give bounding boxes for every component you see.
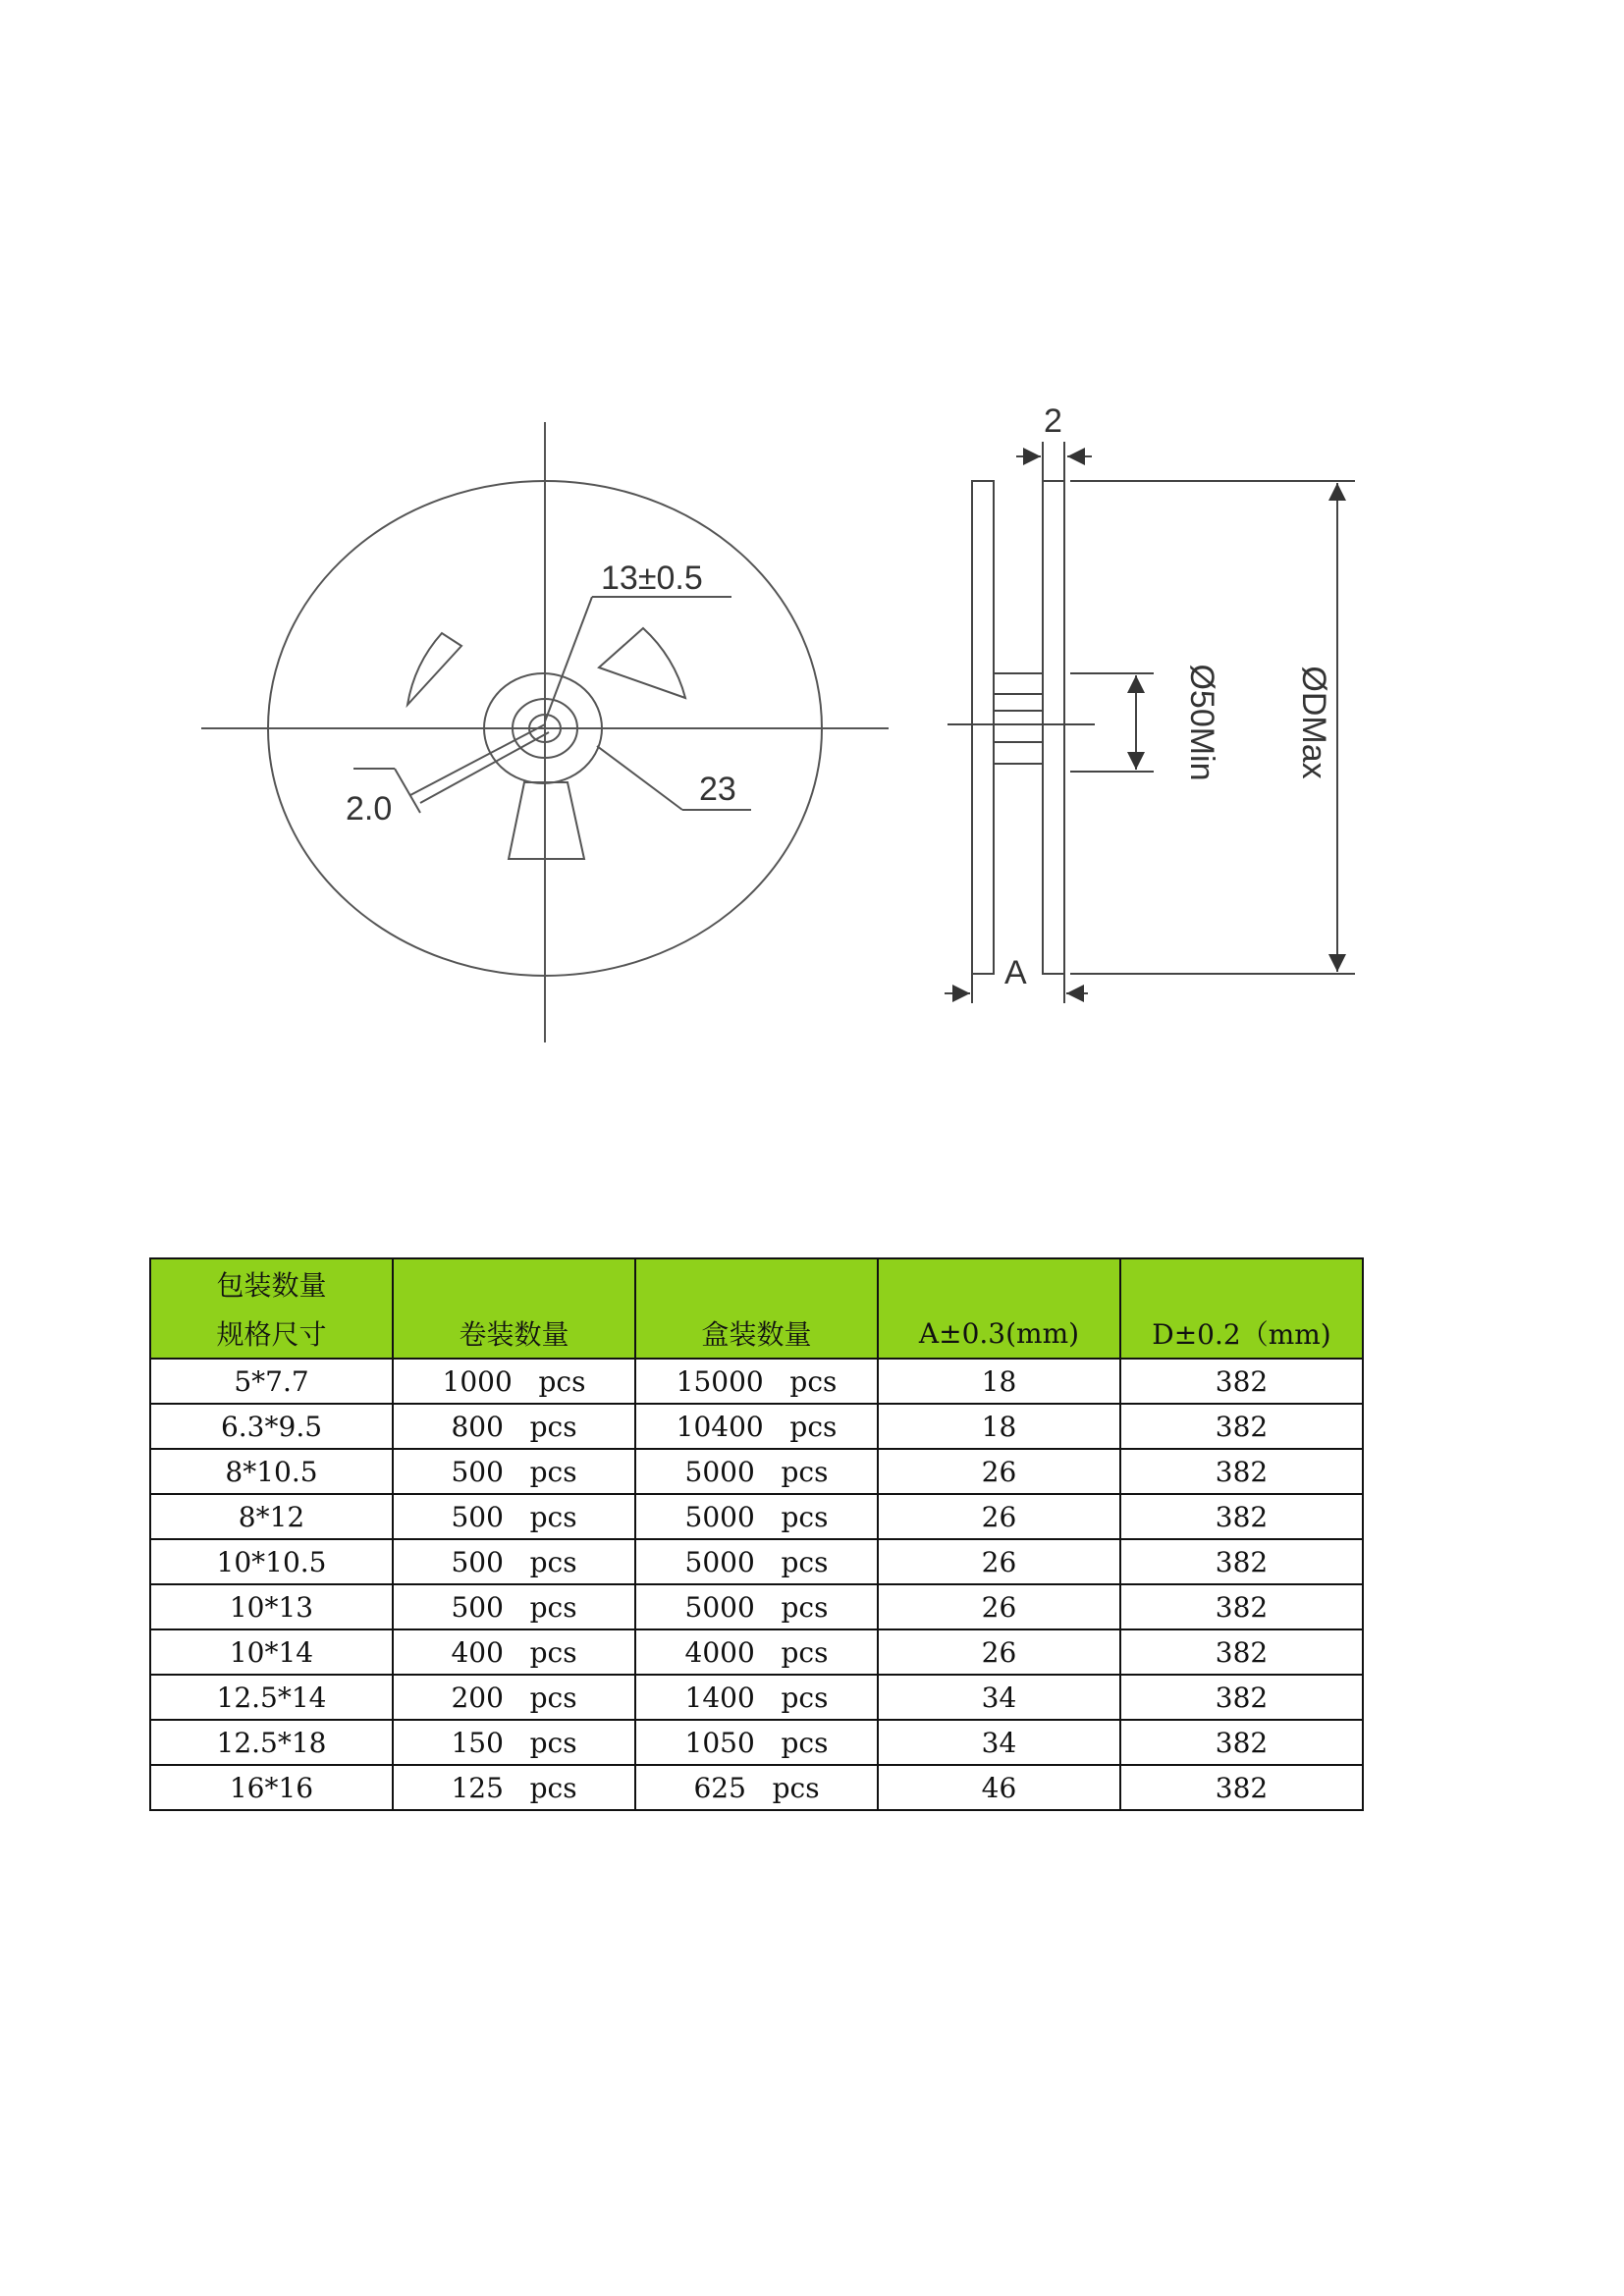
table-cell: 382 bbox=[1120, 1675, 1363, 1720]
hub-diameter-label: 23 bbox=[699, 771, 736, 808]
slot-width-label: 2.0 bbox=[346, 790, 393, 828]
table-row bbox=[150, 1765, 1363, 1810]
table-cell: 26 bbox=[878, 1629, 1120, 1675]
table-cell: 1050 pcs bbox=[635, 1720, 878, 1765]
table-cell: 8*12 bbox=[150, 1494, 393, 1539]
table-cell: 382 bbox=[1120, 1584, 1363, 1629]
header-cell bbox=[1120, 1258, 1363, 1308]
table-cell: 26 bbox=[878, 1449, 1120, 1494]
header-cell: 卷装数量 bbox=[393, 1308, 635, 1359]
table-cell: 382 bbox=[1120, 1359, 1363, 1404]
table-cell: 5000 pcs bbox=[635, 1494, 878, 1539]
table-row bbox=[150, 1494, 1363, 1539]
table-cell: 382 bbox=[1120, 1539, 1363, 1584]
leader-23 bbox=[597, 746, 682, 810]
table-cell: 15000 pcs bbox=[635, 1359, 878, 1404]
header-row-1 bbox=[150, 1258, 1363, 1308]
table-cell: 16*16 bbox=[150, 1765, 393, 1810]
left-flange bbox=[972, 481, 994, 974]
hub-min-diameter-label: Ø50Min bbox=[1183, 664, 1220, 781]
table-cell: 10400 pcs bbox=[635, 1404, 878, 1449]
reel-front-view bbox=[201, 422, 889, 1042]
table-cell: 500 pcs bbox=[393, 1584, 635, 1629]
table-cell: 625 pcs bbox=[635, 1765, 878, 1810]
table-cell: 1000 pcs bbox=[393, 1359, 635, 1404]
table-cell: 5000 pcs bbox=[635, 1539, 878, 1584]
header-row-2 bbox=[150, 1308, 1363, 1359]
table-cell: 26 bbox=[878, 1494, 1120, 1539]
table-cell: 18 bbox=[878, 1404, 1120, 1449]
table-row bbox=[150, 1584, 1363, 1629]
table-row bbox=[150, 1675, 1363, 1720]
table-cell: 6.3*9.5 bbox=[150, 1404, 393, 1449]
table-body bbox=[150, 1359, 1363, 1810]
table-cell: 382 bbox=[1120, 1765, 1363, 1810]
table-cell: 18 bbox=[878, 1359, 1120, 1404]
header-cell: A±0.3(mm) bbox=[878, 1308, 1120, 1359]
hub-core bbox=[994, 673, 1043, 764]
header-cell: D±0.2（mm) bbox=[1120, 1308, 1363, 1359]
leader-13 bbox=[545, 597, 592, 721]
table-cell: 8*10.5 bbox=[150, 1449, 393, 1494]
table-cell: 46 bbox=[878, 1765, 1120, 1810]
table-cell: 10*10.5 bbox=[150, 1539, 393, 1584]
table-cell: 4000 pcs bbox=[635, 1629, 878, 1675]
table-cell: 1400 pcs bbox=[635, 1675, 878, 1720]
table-cell: 5000 pcs bbox=[635, 1584, 878, 1629]
table-cell: 34 bbox=[878, 1675, 1120, 1720]
table-cell: 500 pcs bbox=[393, 1494, 635, 1539]
slot-line-lower bbox=[420, 732, 549, 803]
packaging-spec-table bbox=[149, 1257, 1364, 1811]
table-cell: 500 pcs bbox=[393, 1449, 635, 1494]
flange-thickness-label: 2 bbox=[1044, 402, 1062, 440]
table-cell: 34 bbox=[878, 1720, 1120, 1765]
table-cell: 800 pcs bbox=[393, 1404, 635, 1449]
window-cutout-top-left bbox=[407, 633, 461, 705]
table-cell: 5*7.7 bbox=[150, 1359, 393, 1404]
table-cell: 382 bbox=[1120, 1449, 1363, 1494]
table-cell: 150 pcs bbox=[393, 1720, 635, 1765]
table-row bbox=[150, 1449, 1363, 1494]
width-a-label: A bbox=[1004, 954, 1027, 991]
table-cell: 26 bbox=[878, 1584, 1120, 1629]
table-cell: 382 bbox=[1120, 1494, 1363, 1539]
table-cell: 26 bbox=[878, 1539, 1120, 1584]
leader-2 bbox=[395, 769, 420, 813]
header-cell bbox=[393, 1258, 635, 1308]
header-cell: 包装数量 bbox=[150, 1258, 393, 1308]
header-cell bbox=[878, 1258, 1120, 1308]
table-cell: 500 pcs bbox=[393, 1539, 635, 1584]
right-flange bbox=[1043, 481, 1064, 974]
header-cell bbox=[635, 1258, 878, 1308]
table-cell: 12.5*14 bbox=[150, 1675, 393, 1720]
table-row bbox=[150, 1720, 1363, 1765]
table-cell: 382 bbox=[1120, 1404, 1363, 1449]
table-cell: 125 pcs bbox=[393, 1765, 635, 1810]
hub-bore-label: 13±0.5 bbox=[601, 560, 703, 597]
header-cell: 规格尺寸 bbox=[150, 1308, 393, 1359]
reel-side-view bbox=[945, 442, 1355, 1003]
table-cell: 10*14 bbox=[150, 1629, 393, 1675]
table-header bbox=[150, 1258, 1363, 1359]
table-row bbox=[150, 1404, 1363, 1449]
table-row bbox=[150, 1629, 1363, 1675]
table-cell: 5000 pcs bbox=[635, 1449, 878, 1494]
table-row bbox=[150, 1539, 1363, 1584]
reel-max-diameter-label: ØDMax bbox=[1295, 666, 1332, 779]
table-cell: 10*13 bbox=[150, 1584, 393, 1629]
table-cell: 382 bbox=[1120, 1720, 1363, 1765]
table-cell: 400 pcs bbox=[393, 1629, 635, 1675]
table-row bbox=[150, 1359, 1363, 1404]
table-cell: 382 bbox=[1120, 1629, 1363, 1675]
window-cutout-top-right bbox=[599, 628, 685, 698]
table-cell: 200 pcs bbox=[393, 1675, 635, 1720]
header-cell: 盒装数量 bbox=[635, 1308, 878, 1359]
table-cell: 12.5*18 bbox=[150, 1720, 393, 1765]
window-cutout-bottom bbox=[509, 782, 584, 859]
